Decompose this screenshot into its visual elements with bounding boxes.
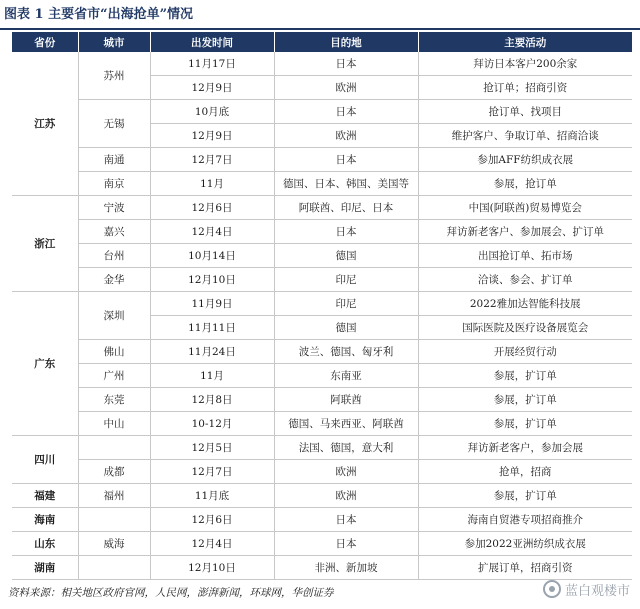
city-cell: 广州 <box>78 364 150 388</box>
time-cell: 12月7日 <box>150 460 274 484</box>
time-cell: 10月14日 <box>150 244 274 268</box>
time-cell: 12月9日 <box>150 76 274 100</box>
city-cell: 金华 <box>78 268 150 292</box>
city-cell: 台州 <box>78 244 150 268</box>
table-row <box>12 52 632 76</box>
table-header-row <box>12 32 632 52</box>
activity-cell: 参展，扩订单 <box>418 412 632 436</box>
destination-cell: 印尼 <box>274 268 418 292</box>
time-cell: 11月24日 <box>150 340 274 364</box>
activity-cell: 拜访新老客户，参加会展 <box>418 436 632 460</box>
destination-cell: 德国 <box>274 316 418 340</box>
time-cell: 11月9日 <box>150 292 274 316</box>
activity-cell: 扩展订单，招商引资 <box>418 556 632 580</box>
destination-cell: 日本 <box>274 148 418 172</box>
activity-cell: 国际医院及医疗设备展览会 <box>418 316 632 340</box>
activity-cell: 中国(阿联酋)贸易博览会 <box>418 196 632 220</box>
table-row <box>12 508 632 532</box>
destination-cell: 欧洲 <box>274 76 418 100</box>
city-cell: 成都 <box>78 460 150 484</box>
city-cell <box>78 556 150 580</box>
city-cell: 威海 <box>78 532 150 556</box>
destination-cell: 欧洲 <box>274 124 418 148</box>
destination-cell: 德国、日本、韩国、美国等 <box>274 172 418 196</box>
time-cell: 12月7日 <box>150 148 274 172</box>
activity-cell: 参展，扩订单 <box>418 364 632 388</box>
table-body <box>12 52 632 580</box>
activity-cell: 参展，扩订单 <box>418 388 632 412</box>
destination-cell: 阿联酋、印尼、日本 <box>274 196 418 220</box>
province-cell: 山东 <box>12 532 78 556</box>
city-cell: 宁波 <box>78 196 150 220</box>
table-row <box>12 100 632 124</box>
province-cell: 湖南 <box>12 556 78 580</box>
table-row <box>12 340 632 364</box>
city-cell: 佛山 <box>78 340 150 364</box>
destination-cell: 法国、德国，意大利 <box>274 436 418 460</box>
watermark <box>543 578 630 600</box>
province-cell: 浙江 <box>12 196 78 292</box>
time-cell: 12月10日 <box>150 556 274 580</box>
activity-cell: 出国抢订单、拓市场 <box>418 244 632 268</box>
table-row <box>12 148 632 172</box>
city-cell: 深圳 <box>78 292 150 340</box>
table-row <box>12 532 632 556</box>
province-cell: 广东 <box>12 292 78 436</box>
activity-cell: 抢单，招商 <box>418 460 632 484</box>
wechat-icon <box>543 580 561 598</box>
time-cell: 12月8日 <box>150 388 274 412</box>
destination-cell: 德国 <box>274 244 418 268</box>
province-cell: 福建 <box>12 484 78 508</box>
city-cell: 东莞 <box>78 388 150 412</box>
time-cell: 12月6日 <box>150 196 274 220</box>
table-row <box>12 484 632 508</box>
destination-cell: 波兰、德国、匈牙利 <box>274 340 418 364</box>
activity-cell: 抢订单、找项目 <box>418 100 632 124</box>
time-cell: 11月11日 <box>150 316 274 340</box>
table-row <box>12 412 632 436</box>
city-cell: 南京 <box>78 172 150 196</box>
table-row <box>12 244 632 268</box>
time-cell: 12月10日 <box>150 268 274 292</box>
destination-cell: 日本 <box>274 100 418 124</box>
header-time: 出发时间 <box>150 32 274 52</box>
destination-cell: 日本 <box>274 508 418 532</box>
destination-cell: 印尼 <box>274 292 418 316</box>
time-cell: 12月4日 <box>150 532 274 556</box>
time-cell: 11月 <box>150 364 274 388</box>
source-note: 资料来源：相关地区政府官网，人民网，澎湃新闻，环球网，华创证券 <box>8 587 334 599</box>
city-cell: 中山 <box>78 412 150 436</box>
header-destination: 目的地 <box>274 32 418 52</box>
time-cell: 11月 <box>150 172 274 196</box>
time-cell: 10-12月 <box>150 412 274 436</box>
destination-cell: 日本 <box>274 532 418 556</box>
activity-cell: 洽谈、参会、扩订单 <box>418 268 632 292</box>
activity-cell: 参加AFF纺织成衣展 <box>418 148 632 172</box>
table-row <box>12 556 632 580</box>
table-row <box>12 436 632 460</box>
city-cell: 福州 <box>78 484 150 508</box>
activity-cell: 开展经贸行动 <box>418 340 632 364</box>
activity-cell: 抢订单；招商引资 <box>418 76 632 100</box>
time-cell: 11月底 <box>150 484 274 508</box>
title-rule <box>0 28 640 30</box>
watermark-text: 蓝白观楼市 <box>564 583 630 599</box>
activity-cell: 参加2022亚洲纺织成衣展 <box>418 532 632 556</box>
province-cell: 海南 <box>12 508 78 532</box>
destination-cell: 欧洲 <box>274 484 418 508</box>
destination-cell: 欧洲 <box>274 460 418 484</box>
activity-cell: 海南自贸港专项招商推介 <box>418 508 632 532</box>
header-city: 城市 <box>78 32 150 52</box>
activity-cell: 拜访新老客户、参加展会、扩订单 <box>418 220 632 244</box>
table-row <box>12 364 632 388</box>
figure-title: 图表 1 主要省市“出海抢单”情况 <box>4 7 194 22</box>
time-cell: 12月6日 <box>150 508 274 532</box>
activity-cell: 2022雅加达智能科技展 <box>418 292 632 316</box>
time-cell: 10月底 <box>150 100 274 124</box>
table-row <box>12 460 632 484</box>
city-cell: 无锡 <box>78 100 150 148</box>
table-row <box>12 292 632 316</box>
outbound-orders-table <box>12 32 632 580</box>
city-cell: 南通 <box>78 148 150 172</box>
activity-cell: 参展，抢订单 <box>418 172 632 196</box>
destination-cell: 日本 <box>274 52 418 76</box>
city-cell <box>78 436 150 460</box>
destination-cell: 东南亚 <box>274 364 418 388</box>
table-row <box>12 220 632 244</box>
table-row <box>12 196 632 220</box>
destination-cell: 德国、马来西亚、阿联酋 <box>274 412 418 436</box>
province-cell: 四川 <box>12 436 78 484</box>
province-cell: 江苏 <box>12 52 78 196</box>
header-province: 省份 <box>12 32 78 52</box>
city-cell: 嘉兴 <box>78 220 150 244</box>
city-cell: 苏州 <box>78 52 150 100</box>
activity-cell: 拜访日本客户200余家 <box>418 52 632 76</box>
destination-cell: 日本 <box>274 220 418 244</box>
destination-cell: 阿联酋 <box>274 388 418 412</box>
header-activity: 主要活动 <box>418 32 632 52</box>
time-cell: 12月5日 <box>150 436 274 460</box>
destination-cell: 非洲、新加坡 <box>274 556 418 580</box>
time-cell: 11月17日 <box>150 52 274 76</box>
table-row <box>12 388 632 412</box>
table-row <box>12 268 632 292</box>
time-cell: 12月4日 <box>150 220 274 244</box>
time-cell: 12月9日 <box>150 124 274 148</box>
activity-cell: 参展，扩订单 <box>418 484 632 508</box>
city-cell <box>78 508 150 532</box>
table-row <box>12 172 632 196</box>
activity-cell: 维护客户、争取订单、招商洽谈 <box>418 124 632 148</box>
